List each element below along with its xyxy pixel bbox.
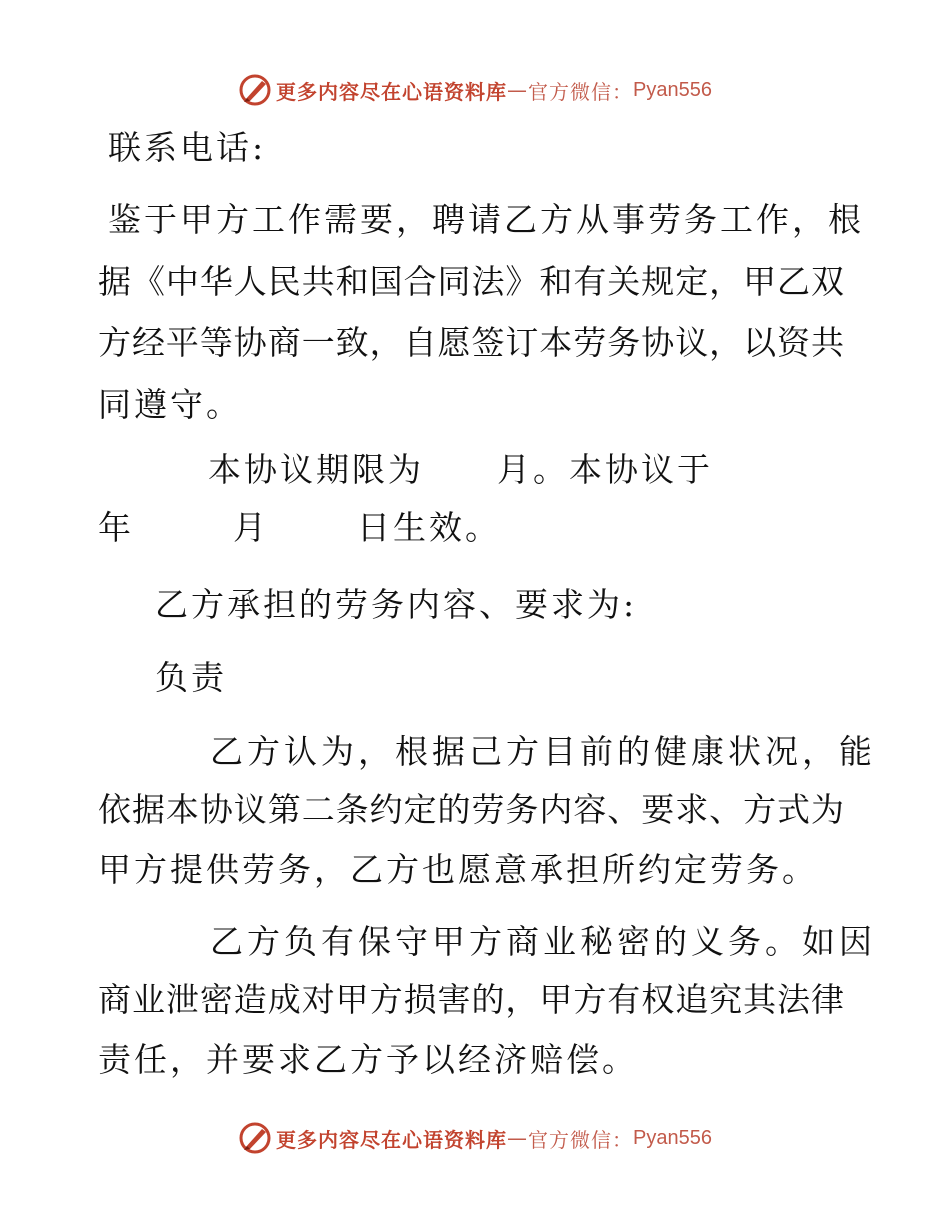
quill-logo-icon <box>238 1121 272 1155</box>
contact-phone-label: 联系电话: <box>108 128 267 167</box>
quill-logo-icon <box>238 73 272 107</box>
duty-item: 负责 <box>155 658 227 697</box>
health-line-3: 甲方提供劳务，乙方也愿意承担所约定劳务。 <box>98 850 818 889</box>
watermark-sub: 官方微信： <box>528 1127 634 1152</box>
term-prefix: 本协议期限为 <box>208 450 424 489</box>
secrets-line-1: 乙方负有保守甲方商业秘密的义务。如因 <box>210 922 876 961</box>
term-year: 年 <box>98 508 134 547</box>
intro-line-2: 据《中华人民共和国合同法》和有关规定，甲乙双 <box>98 262 844 301</box>
health-line-1: 乙方认为，根据己方目前的健康状况，能 <box>210 732 876 771</box>
intro-line-3: 方经平等协商一致，自愿签订本劳务协议，以资共 <box>98 323 844 362</box>
watermark-id: Pyan556 <box>633 78 712 101</box>
term-month: 月 <box>233 508 269 547</box>
watermark-main: 更多内容尽在心语资料库 <box>276 1127 508 1152</box>
secrets-line-3: 责任，并要求乙方予以经济赔偿。 <box>98 1040 638 1079</box>
intro-line-4: 同遵守。 <box>98 385 242 424</box>
watermark-id: Pyan556 <box>633 1126 712 1149</box>
duty-heading: 乙方承担的劳务内容、要求为: <box>155 585 638 624</box>
watermark-dash: — <box>507 1126 529 1150</box>
health-line-2: 依据本协议第二条约定的劳务内容、要求、方式为 <box>98 790 844 829</box>
watermark-main: 更多内容尽在心语资料库 <box>276 79 508 104</box>
term-month-unit: 月。本协议于 <box>497 450 713 489</box>
term-day-effective: 日生效。 <box>357 508 501 547</box>
secrets-line-2: 商业泄密造成对甲方损害的，甲方有权追究其法律 <box>98 980 844 1019</box>
header-watermark <box>0 70 950 110</box>
footer-watermark <box>0 1118 950 1158</box>
watermark-sub: 官方微信： <box>528 79 634 104</box>
watermark-dash: — <box>507 78 529 102</box>
intro-line-1: 鉴于甲方工作需要，聘请乙方从事劳务工作，根 <box>108 200 864 239</box>
